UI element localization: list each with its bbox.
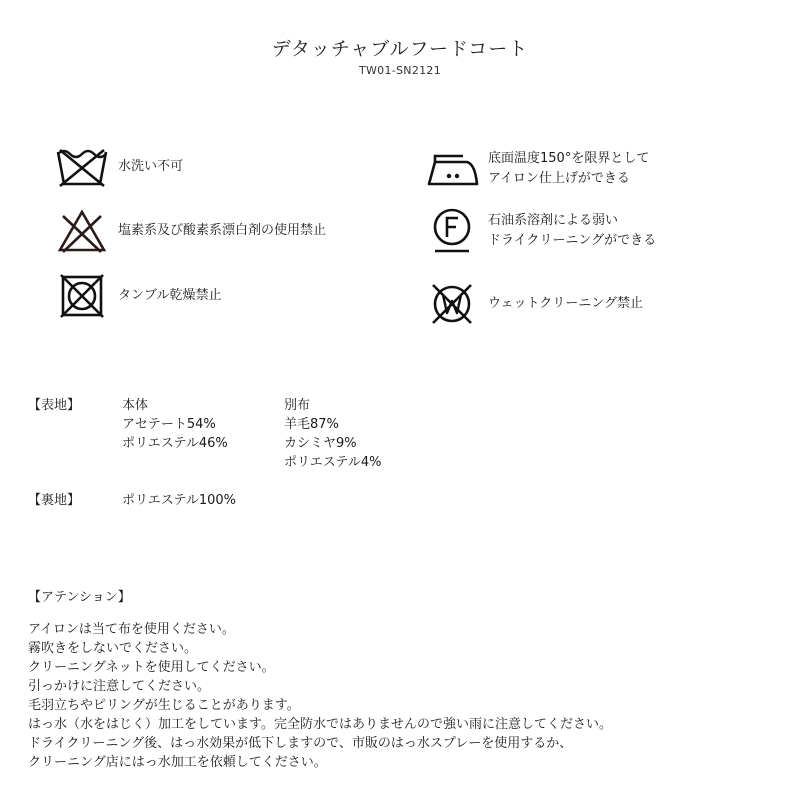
washtub-crossed-icon [52,143,112,191]
triangle-crossed-icon [52,207,112,255]
attention-line: ドライクリーニング後、はっ水効果が低下しますので、市販のはっ水スプレーを使用するか、 [28,736,573,751]
outer-other-label: 別布 [284,398,311,413]
attention-title: 【アテンション】 [28,590,131,605]
outer-body-label: 本体 [122,398,149,413]
care-iron-text: 底面温度150°を限界として アイロン仕上げができる [488,151,650,186]
iron-medium-icon [422,145,482,193]
outer-body-composition: 本体 アセテート54% ポリエステル46% [122,398,228,451]
outer-fabric-label: 【表地】 [28,398,81,413]
attention-line: アイロンは当て布を使用ください。 [28,622,235,637]
attention-line: 霧吹きをしないでください。 [28,641,198,656]
product-code: TW01-SN2121 [358,64,442,77]
outer-other-composition: 別布 羊毛87% カシミヤ9% ポリエステル4% [284,398,382,470]
attention-line: はっ水（水をはじく）加工をしています。完全防水ではありませんので強い雨に注意してください。 [28,717,612,732]
care-no-bleach-text: 塩素系及び酸素系漂白剤の使用禁止 [118,223,327,238]
care-dry-clean [422,207,656,255]
care-no-bleach [52,207,326,255]
lining-composition: ポリエステル100% [122,493,236,508]
tumble-dry-crossed-icon [52,272,112,320]
attention-list [28,620,612,772]
care-dry-clean-text: 石油系溶剤による弱い ドライクリーニングができる [488,213,657,248]
wet-clean-crossed-icon [422,280,482,328]
care-iron [422,145,649,193]
care-no-tumble-text: タンブル乾燥禁止 [118,288,222,303]
lining-label: 【裏地】 [28,493,81,508]
care-no-wash-text: 水洗い不可 [118,159,184,174]
dry-clean-f-icon [422,207,482,255]
care-no-wet-clean-text: ウェットクリーニング禁止 [488,296,643,311]
attention-line: 引っかけに注意してください。 [28,679,211,694]
care-no-wash [52,143,183,191]
attention-line: クリーニング店にはっ水加工を依頼してください。 [28,755,327,770]
attention-line: 毛羽立ちやピリングが生じることがあります。 [28,698,300,713]
care-no-tumble [52,272,221,320]
attention-line: クリーニングネットを使用してください。 [28,660,275,675]
product-name: デタッチャブルフードコート [271,38,529,60]
care-no-wet-clean [422,280,643,328]
